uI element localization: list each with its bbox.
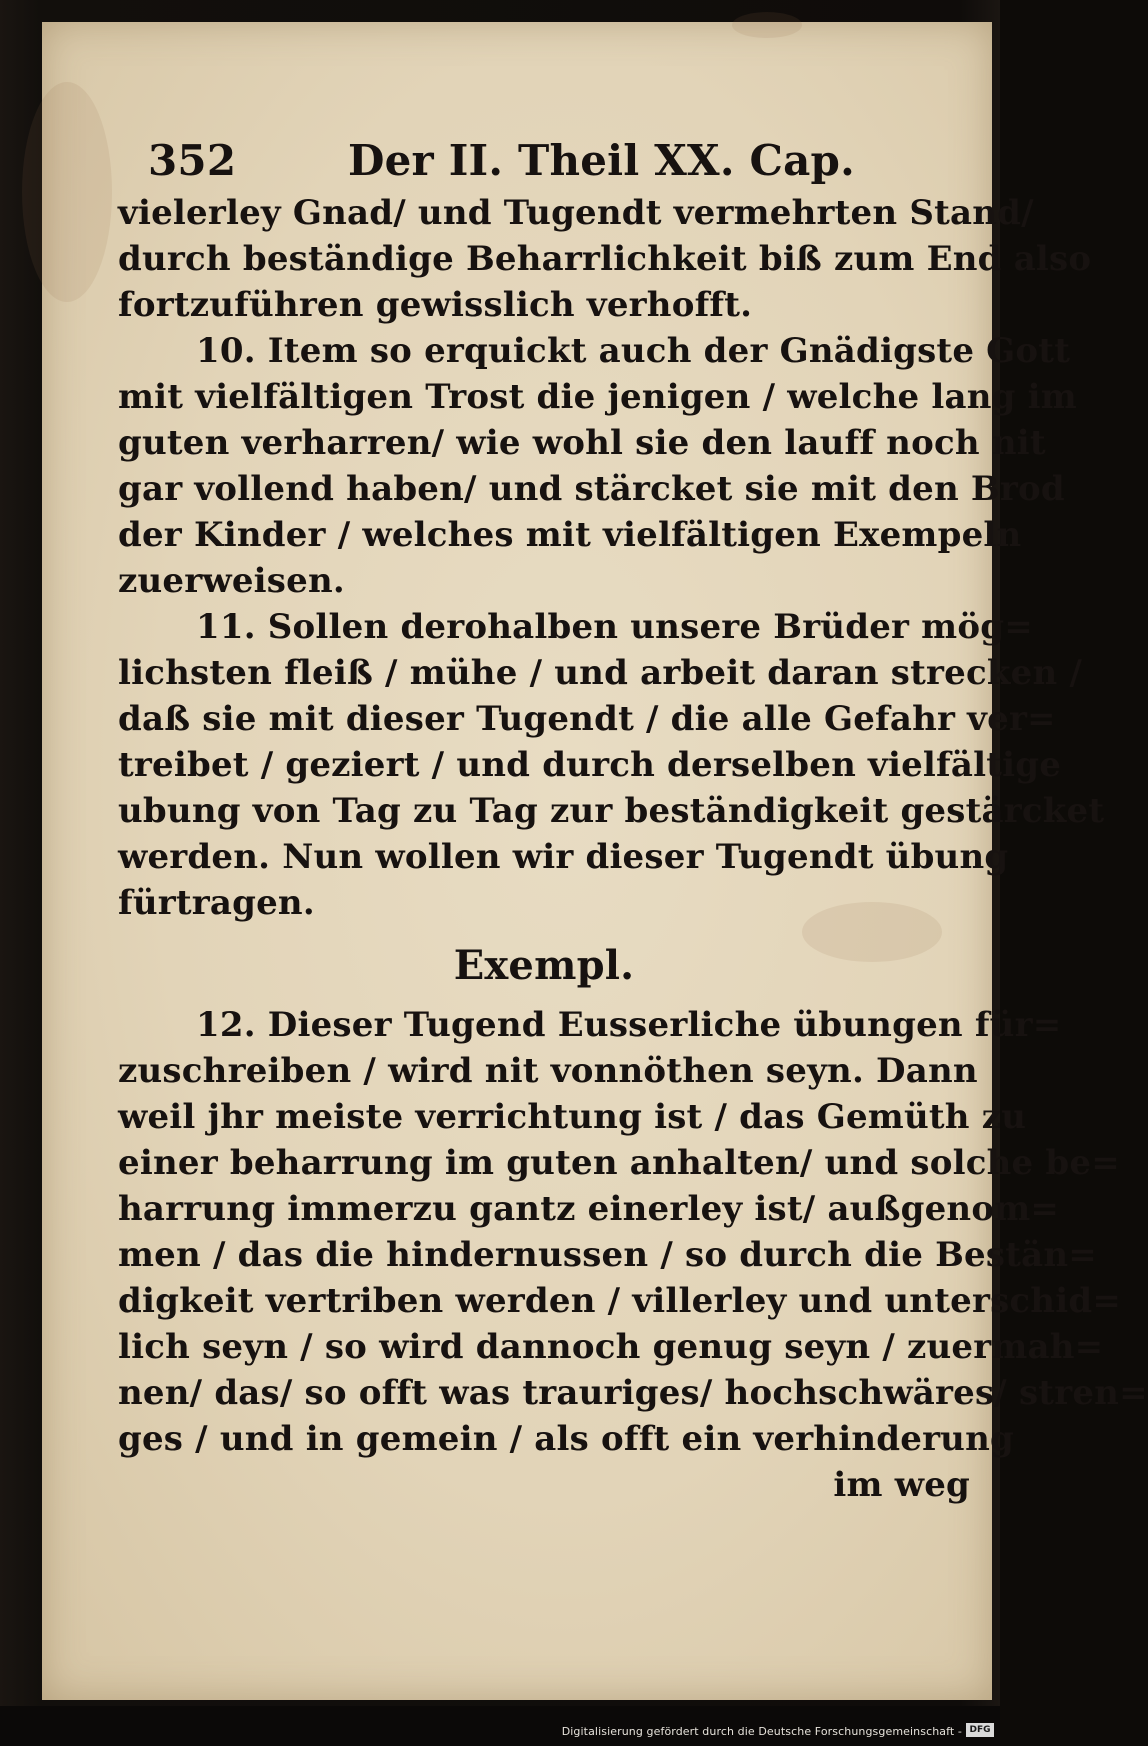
text-line: harrung immerzu gantz einerley ist/ außgenom= xyxy=(118,1189,1060,1229)
section-heading: Exempl. xyxy=(453,942,635,989)
text-line: einer beharrung im guten anhalten/ und solche be= xyxy=(118,1143,1120,1183)
paragraph-12 xyxy=(118,1002,1148,1508)
paragraph-continuation xyxy=(118,190,1092,328)
text-line: fortzuführen gewisslich verhofft. xyxy=(118,285,753,325)
text-line: werden. Nun wollen wir dieser Tugendt übung xyxy=(118,837,1009,877)
page-number: 352 xyxy=(148,136,237,185)
page-header xyxy=(118,130,970,190)
paper-stain xyxy=(732,12,802,38)
text-line: mit vielfältigen Trost die jenigen / welche lang im xyxy=(118,377,1077,417)
paragraph-10 xyxy=(118,328,1077,604)
paragraph-11 xyxy=(118,604,1105,926)
text-line: durch beständige Beharrlichkeit biß zum End also xyxy=(118,239,1092,279)
paper-stain xyxy=(22,82,112,302)
text-line: guten verharren/ wie wohl sie den lauff noch nit xyxy=(118,423,1046,463)
text-line: ges / und in gemein / als offt ein verhinderung xyxy=(118,1419,1014,1459)
text-line: treibet / geziert / und durch derselben vielfältige xyxy=(118,745,1062,785)
catchword: im weg xyxy=(833,1465,970,1505)
text-line: zuschreiben / wird nit vonnöthen seyn. Dann xyxy=(118,1051,978,1091)
text-line: lichsten fleiß / mühe / und arbeit daran strecken / xyxy=(118,653,1083,693)
text-line: 10. Item so erquickt auch der Gnädigste Gott xyxy=(196,331,1071,371)
text-line: digkeit vertriben werden / villerley und unterschid= xyxy=(118,1281,1122,1321)
text-line: daß sie mit dieser Tugendt / die alle Gefahr ver= xyxy=(118,699,1056,739)
text-line: men / das die hindernussen / so durch die Bestän= xyxy=(118,1235,1097,1275)
text-line: 11. Sollen derohalben unsere Brüder mög= xyxy=(196,607,1033,647)
text-line: ubung von Tag zu Tag zur beständigkeit gestärcket xyxy=(118,791,1105,831)
page-text xyxy=(118,130,1148,1508)
text-line: zuerweisen. xyxy=(118,561,345,601)
text-line: der Kinder / welches mit vielfältigen Exempeln xyxy=(118,515,1022,555)
text-line: nen/ das/ so offt was trauriges/ hochschwäres/ stren= xyxy=(118,1373,1148,1413)
text-line: gar vollend haben/ und stärcket sie mit den Brod xyxy=(118,469,1065,509)
text-line: 12. Dieser Tugend Eusserliche übungen für= xyxy=(196,1005,1062,1045)
dfg-logo: DFG xyxy=(966,1723,994,1737)
text-line: weil jhr meiste verrichtung ist / das Gemüth zu xyxy=(118,1097,1027,1137)
text-line: lich seyn / so wird dannoch genug seyn / zuermah= xyxy=(118,1327,1104,1367)
text-line: vielerley Gnad/ und Tugendt vermehrten Stand/ xyxy=(118,193,1034,233)
digitization-credit: Digitalisierung gefördert durch die Deutsche Forschungsgemeinschaft - xyxy=(561,1725,962,1738)
text-line: fürtragen. xyxy=(118,883,315,923)
running-head: Der II. Theil XX. Cap. xyxy=(348,136,855,185)
